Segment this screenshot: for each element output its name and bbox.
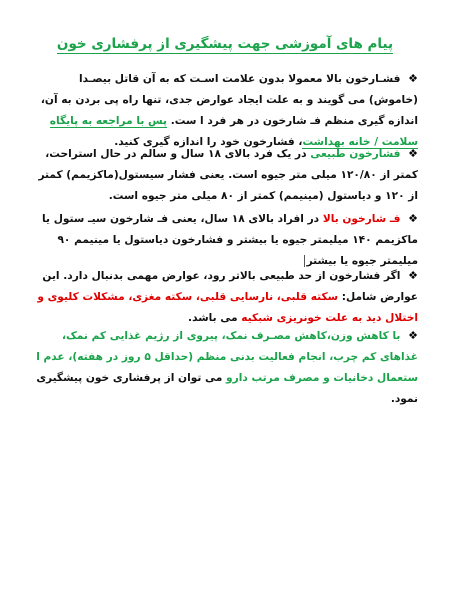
- paragraph-prevention: [30, 325, 418, 410]
- diamond-bullet-icon: ❖: [408, 212, 418, 225]
- paragraph-high-pressure: [30, 208, 418, 272]
- p2-text: در یک فرد بالای ۱۸ سال و سالم در حال استراحت، کمتر از ۱۲۰/۸۰ میلی متر جیوه است. یعنی فشار سیستول(ماکزیمم) کمتر از ۱۲۰ و دیاستول (مینیمم) کمتر از ۸۰ میلی متر جیوه است.: [38, 148, 418, 202]
- p1-highlight-referral: پس با مراجعه به پایگاه سلامت / خانه بهداشت: [49, 115, 418, 148]
- p1-text: فشـارخون بالا معمولا بدون علامت اسـت که به آن قاتل بیصـدا (خاموش) می گویند و به علت ایجاد عوارض جدی، تنها راه پی بردن به آن، اندازه گیری منظم فـ شارخون در هر فرد ا ست.: [40, 73, 418, 127]
- p3-emphasis: یعنی: [171, 213, 197, 225]
- p3-text: در افراد بالای ۱۸ سال،: [200, 213, 320, 225]
- p3-term-high: فـ شارخون بالا: [322, 213, 401, 225]
- diamond-bullet-icon: ❖: [408, 329, 418, 342]
- p5-prevention-measures: با کاهش وزن،کاهش مصـرف نمک، پیروی از رژیم غذایی کم نمک، غذاهای کم چرب، انجام فعالیت بدنی منظم (حداقل ۵ روز در هفته)، عدم ا ستعمال دخانیات و مصرف مرتب دارو: [36, 330, 418, 384]
- p3-definition: فـ شارخون سیـ ستول یا ماکزیمم ۱۴۰ میلیمتر جیوه یا بیشتر و فشارخون دیاستول یا مینیمم ۹۰ میلیمتر جیوه یا بیشتر: [42, 213, 418, 267]
- title-text: پیام های آموزشی جهت پیشگیری از پرفشاری خون: [56, 36, 394, 52]
- p4-complications-list: سکته قلبی، نارسایی قلبی، سکته مغزی، مشکلات کلیوی و اختلال دید به علت خونریزی شبکیه: [37, 291, 418, 324]
- p5-text-end: می توان از پرفشاری خون پیشگیری نمود.: [36, 372, 418, 405]
- paragraph-silent-killer: [30, 68, 418, 153]
- p2-term-normal: فشارخون طبیعی: [310, 148, 401, 160]
- paragraph-normal-pressure: [30, 143, 418, 207]
- diamond-bullet-icon: ❖: [408, 269, 418, 282]
- document-title: [0, 36, 450, 52]
- p1-text-end: ، فشارخون خود را اندازه گیری کنید.: [114, 136, 303, 148]
- diamond-bullet-icon: ❖: [408, 72, 418, 85]
- p4-text-end: می باشد.: [188, 312, 238, 324]
- p4-text: اگر فشارخون از حد طبیعی بالاتر رود، عوارض مهمی بدنبال دارد. این عوارض شامل:: [42, 270, 418, 303]
- paragraph-complications: [30, 265, 418, 329]
- diamond-bullet-icon: ❖: [408, 147, 418, 160]
